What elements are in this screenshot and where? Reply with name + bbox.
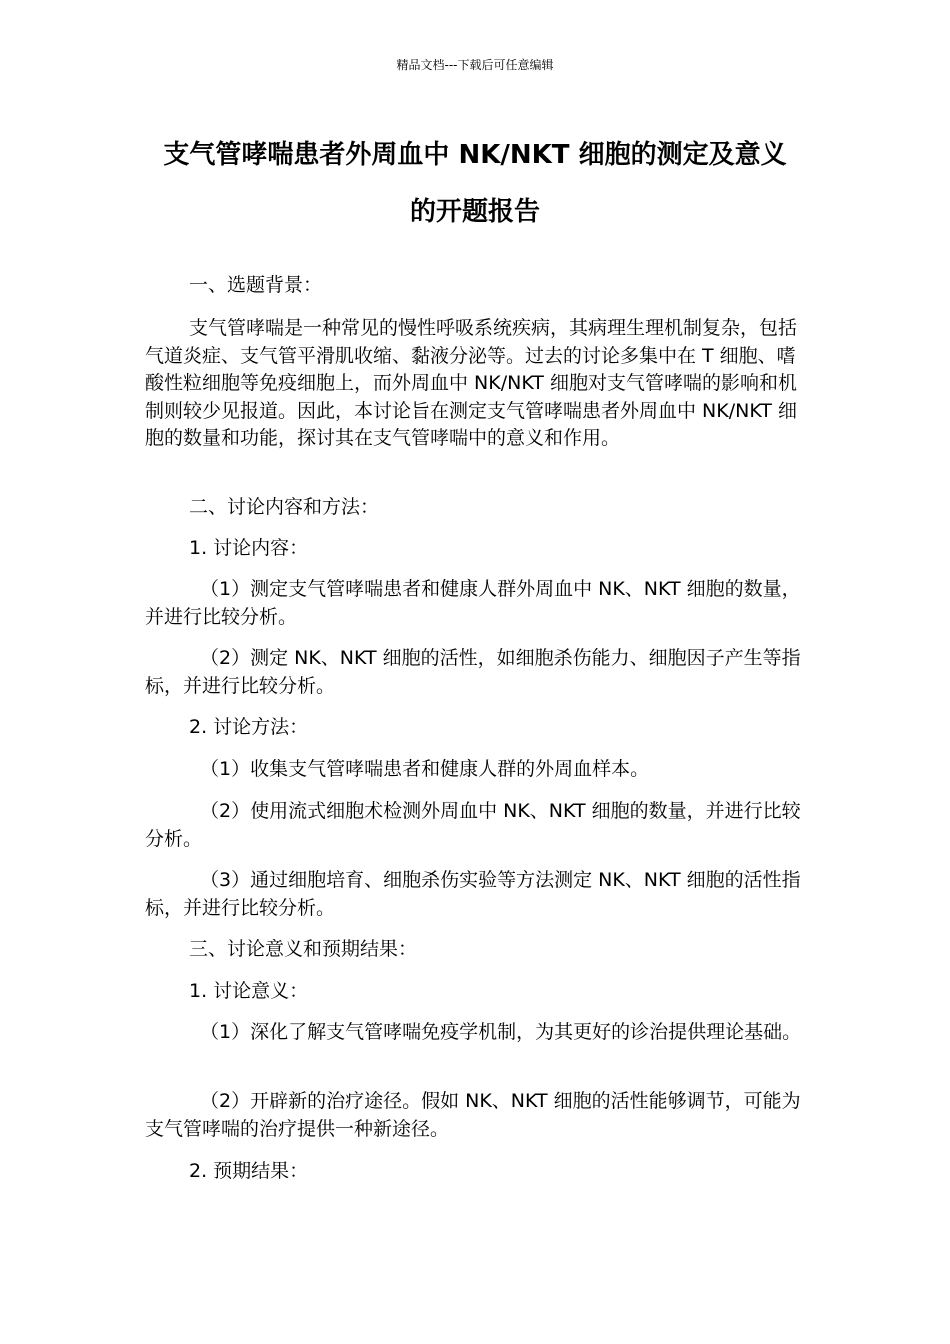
- section-2-content-item-1: （1）测定支气管哮喘患者和健康人群外周血中 NK、NKT 细胞的数量，并进行比较分析。: [145, 578, 801, 628]
- section-2-method-item-3: （3）通过细胞培育、细胞杀伤实验等方法测定 NK、NKT 细胞的活性指标，并进行比较分析。: [145, 869, 801, 919]
- document-title-line-2: 的开题报告: [409, 197, 540, 227]
- section-2-method-item-2: （2）使用流式细胞术检测外周血中 NK、NKT 细胞的数量，并进行比较分析。: [145, 800, 801, 850]
- section-3-subheading-significance: 1. 讨论意义：: [189, 980, 309, 1002]
- section-3-significance-item-1: （1）深化了解支气管哮喘免疫学机制，为其更好的诊治提供理论基础。: [200, 1021, 802, 1043]
- section-2-heading: 二、讨论内容和方法：: [189, 496, 380, 518]
- section-2-content-item-2: （2）测定 NK、NKT 细胞的活性，如细胞杀伤能力、细胞因子产生等指标，并进行比较分析。: [145, 647, 801, 697]
- section-2-method-item-1: （1）收集支气管哮喘患者和健康人群的外周血样本。: [200, 758, 650, 780]
- section-2-subheading-content: 1. 讨论内容：: [189, 537, 309, 559]
- section-3-significance-item-2: （2）开辟新的治疗途径。假如 NK、NKT 细胞的活性能够调节，可能为支气管哮喘的治疗提供一种新途径。: [145, 1090, 801, 1140]
- section-3-subheading-results: 2. 预期结果：: [189, 1160, 309, 1182]
- section-2-subheading-method: 2. 讨论方法：: [189, 716, 309, 738]
- document-title-line-1: 支气管哮喘患者外周血中 NK/NKT 细胞的测定及意义: [163, 140, 787, 170]
- page-header: 精品文档---下载后可任意编辑: [396, 58, 554, 72]
- section-1-heading: 一、选题背景：: [189, 274, 323, 296]
- section-3-heading: 三、讨论意义和预期结果：: [189, 938, 418, 960]
- section-1-paragraph: 支气管哮喘是一种常见的慢性呼吸系统疾病，其病理生理机制复杂，包括气道炎症、支气管平滑肌收缩、黏液分泌等。过去的讨论多集中在 T 细胞、嗜酸性粒细胞等免疫细胞上，而外周血中 NK/NKT 细胞对支气管哮喘的影响和机制则较少见报道。因此，本讨论旨在测定支气管哮喘患者外周血中 NK/NKT 细胞的数量和功能，探讨其在支气管哮喘中的意义和作用。: [145, 317, 798, 449]
